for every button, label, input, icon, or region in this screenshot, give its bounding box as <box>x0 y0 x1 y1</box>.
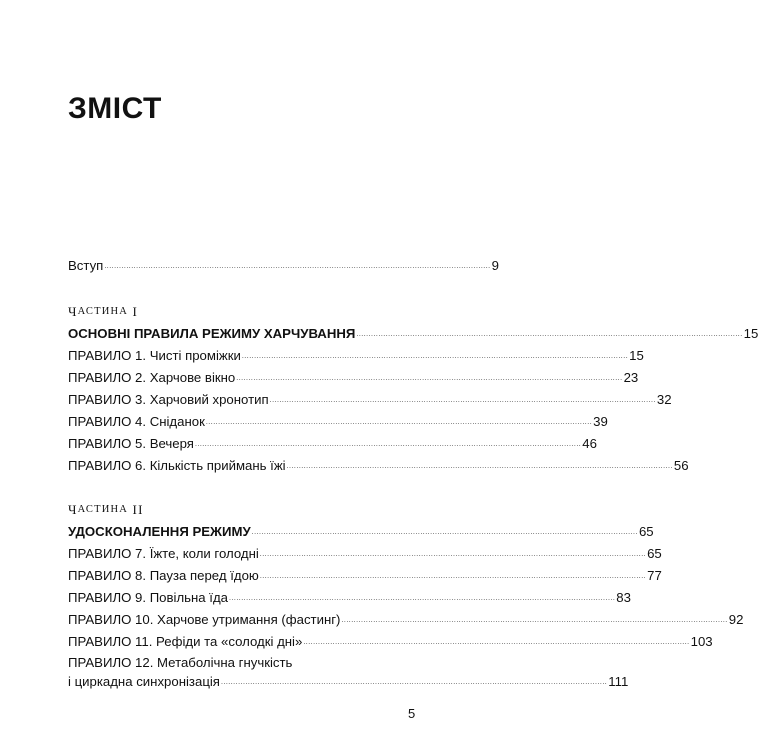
toc-entry[interactable] <box>68 364 639 386</box>
toc-entry-page: 23 <box>623 370 639 385</box>
toc-entry-page: 15 <box>629 348 644 363</box>
toc-entry[interactable] <box>68 386 672 408</box>
dot-leader: .............................................................................................................................................................. <box>251 529 638 536</box>
toc-entry-label: ПРАВИЛО 6. Кількість приймань їжі <box>68 458 286 473</box>
toc-entry[interactable] <box>68 452 689 474</box>
page-number: 5 <box>408 706 416 721</box>
toc-entry[interactable] <box>68 628 713 650</box>
part-label <box>68 496 416 518</box>
toc-entry-label: ПРАВИЛО 11. Рефіди та «солодкі дні» <box>68 634 303 649</box>
toc-entry[interactable] <box>68 562 662 584</box>
toc-entry-label-line1: ПРАВИЛО 12. Метаболічна гнучкість <box>68 655 293 670</box>
toc-entry-page: 32 <box>656 392 672 407</box>
toc-entry[interactable] <box>68 430 597 452</box>
dot-leader: .............................................................................................................................................................. <box>241 353 629 360</box>
page-title: ЗМІСТ <box>68 92 162 125</box>
toc-entry-page: 46 <box>582 436 597 451</box>
dot-leader: .............................................................................................................................................................. <box>194 441 582 448</box>
toc-entry-label: Вступ <box>68 258 104 273</box>
toc-entry-intro[interactable] <box>68 252 499 274</box>
toc-entry[interactable] <box>68 606 744 628</box>
toc-entry[interactable] <box>68 540 662 562</box>
dot-leader: .............................................................................................................................................................. <box>269 397 656 404</box>
toc-entry-page: 39 <box>593 414 608 429</box>
toc-entry-page: 111 <box>608 674 629 689</box>
toc-entry-label: ПРАВИЛО 2. Харчове вікно <box>68 370 236 385</box>
dot-leader: .............................................................................................................................................................. <box>229 595 616 602</box>
toc-entry-label: ПРАВИЛО 10. Харчове утримання (фастинг) <box>68 612 341 627</box>
dot-leader: .............................................................................................................................................................. <box>259 573 647 580</box>
part-label-rest: АСТИНА <box>77 306 129 317</box>
toc-entry-page: 15 <box>743 326 758 341</box>
part-numeral: II <box>132 502 144 517</box>
part-numeral: I <box>132 304 139 319</box>
dot-leader: .............................................................................................................................................................. <box>259 551 647 558</box>
toc-entry-label: ПРАВИЛО 4. Сніданок <box>68 414 205 429</box>
part-label-initial: Ч <box>68 304 78 319</box>
toc-entry-page: 92 <box>728 612 744 627</box>
part-label <box>68 298 416 320</box>
toc-entry-page: 9 <box>491 258 499 273</box>
toc-entry-label: ПРАВИЛО 8. Пауза перед їдою <box>68 568 259 583</box>
toc-entry-label: ПРАВИЛО 3. Харчовий хронотип <box>68 392 269 407</box>
part-label-initial: Ч <box>68 502 78 517</box>
dot-leader: .............................................................................................................................................................. <box>236 375 623 382</box>
toc-part-heading[interactable] <box>68 518 654 540</box>
toc-entry-label: УДОСКОНАЛЕННЯ РЕЖИМУ <box>68 524 251 539</box>
dot-leader: .............................................................................................................................................................. <box>341 617 728 624</box>
table-of-contents <box>68 252 758 690</box>
toc-entry-label: ПРАВИЛО 1. Чисті проміжки <box>68 348 241 363</box>
toc-entry-multiline[interactable] <box>68 654 629 690</box>
dot-leader: .............................................................................................................................................................. <box>303 639 690 646</box>
toc-part-heading[interactable] <box>68 320 758 342</box>
toc-entry[interactable] <box>68 408 608 430</box>
toc-entry[interactable] <box>68 342 644 364</box>
toc-entry[interactable] <box>68 584 631 606</box>
toc-entry-page: 56 <box>673 458 689 473</box>
dot-leader: .............................................................................................................................................................. <box>205 419 593 426</box>
toc-entry-label: ОСНОВНІ ПРАВИЛА РЕЖИМУ ХАРЧУВАННЯ <box>68 326 356 341</box>
toc-entry-label: ПРАВИЛО 9. Повільна їда <box>68 590 228 605</box>
dot-leader: .............................................................................................................................................................. <box>220 679 608 686</box>
part-label-rest: АСТИНА <box>77 504 129 515</box>
toc-entry-label: ПРАВИЛО 5. Вечеря <box>68 436 194 451</box>
toc-entry-page: 65 <box>647 546 662 561</box>
toc-entry-label-line2: і циркадна синхронізація <box>68 674 220 689</box>
dot-leader: .............................................................................................................................................................. <box>356 331 743 338</box>
dot-leader: .............................................................................................................................................................. <box>104 263 491 270</box>
toc-entry-label: ПРАВИЛО 7. Їжте, коли голодні <box>68 546 259 561</box>
toc-entry-page: 65 <box>638 524 654 539</box>
toc-entry-page: 83 <box>616 590 631 605</box>
toc-entry-page: 103 <box>690 634 713 649</box>
toc-entry-page: 77 <box>647 568 662 583</box>
dot-leader: .............................................................................................................................................................. <box>286 463 673 470</box>
